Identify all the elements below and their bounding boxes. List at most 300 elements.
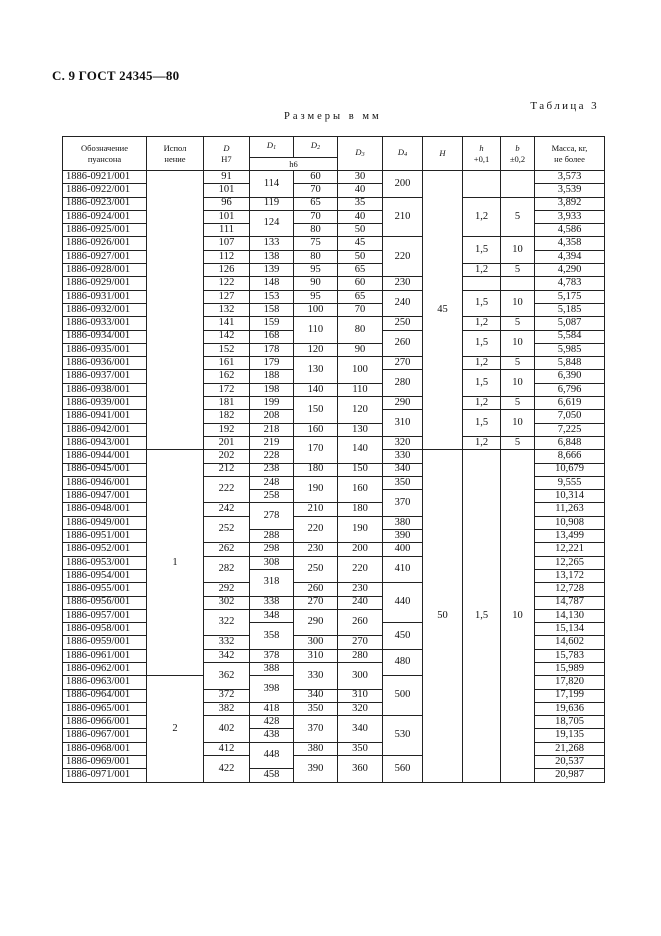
mass-cell: 5,087 xyxy=(535,317,605,330)
mass-cell: 11,263 xyxy=(535,503,605,516)
d4-cell: 320 xyxy=(383,436,423,449)
designation-cell: 1886-0947/001 xyxy=(63,490,147,503)
designation-cell: 1886-0952/001 xyxy=(63,543,147,556)
d4-cell: 260 xyxy=(383,330,423,357)
d1-cell: 318 xyxy=(250,569,294,596)
h-cell xyxy=(463,277,501,290)
d4-cell: 240 xyxy=(383,290,423,317)
d3-cell: 360 xyxy=(338,756,383,783)
d1-cell: 228 xyxy=(250,450,294,463)
mass-cell: 10,679 xyxy=(535,463,605,476)
mass-cell: 15,989 xyxy=(535,662,605,675)
d4-cell: 380 xyxy=(383,516,423,529)
d2-cell: 270 xyxy=(294,596,338,609)
designation-cell: 1886-0935/001 xyxy=(63,343,147,356)
d1-cell: 178 xyxy=(250,343,294,356)
designation-cell: 1886-0969/001 xyxy=(63,756,147,769)
mass-cell: 14,130 xyxy=(535,609,605,622)
col-header-version: Испол нение xyxy=(147,137,204,171)
d1-cell: 458 xyxy=(250,769,294,782)
designation-cell: 1886-0928/001 xyxy=(63,264,147,277)
designation-cell: 1886-0946/001 xyxy=(63,476,147,489)
d2-cell: 310 xyxy=(294,649,338,662)
d3-cell: 230 xyxy=(338,583,383,596)
d4-cell: 480 xyxy=(383,649,423,676)
col-header-b: b ±0,2 xyxy=(501,137,535,171)
designation-cell: 1886-0951/001 xyxy=(63,530,147,543)
d2-cell: 290 xyxy=(294,609,338,636)
d1-cell: 208 xyxy=(250,410,294,423)
d-cell: 292 xyxy=(204,583,250,596)
d-cell: 182 xyxy=(204,410,250,423)
col-header-h-height: H xyxy=(423,137,463,171)
d1-cell: 388 xyxy=(250,662,294,675)
mass-cell: 5,584 xyxy=(535,330,605,343)
table-row xyxy=(63,290,605,303)
d2-cell: 140 xyxy=(294,383,338,396)
d-cell: 382 xyxy=(204,702,250,715)
designation-cell: 1886-0949/001 xyxy=(63,516,147,529)
d-cell: 212 xyxy=(204,463,250,476)
table-row xyxy=(63,277,605,290)
d3-cell: 60 xyxy=(338,277,383,290)
mass-cell: 6,796 xyxy=(535,383,605,396)
designation-cell: 1886-0938/001 xyxy=(63,383,147,396)
d2-cell: 75 xyxy=(294,237,338,250)
b-cell: 10 xyxy=(501,330,535,357)
d4-cell: 200 xyxy=(383,171,423,198)
d2-cell: 220 xyxy=(294,516,338,543)
col-header-d: D H7 xyxy=(204,137,250,171)
d4-cell: 340 xyxy=(383,463,423,476)
mass-cell: 3,539 xyxy=(535,184,605,197)
b-cell: 10 xyxy=(501,237,535,264)
b-cell: 10 xyxy=(501,290,535,317)
mass-cell: 20,537 xyxy=(535,756,605,769)
dimensions-caption: Размеры в мм xyxy=(284,111,382,122)
d-cell: 127 xyxy=(204,290,250,303)
d3-cell: 120 xyxy=(338,397,383,424)
d3-cell: 50 xyxy=(338,224,383,237)
designation-cell: 1886-0924/001 xyxy=(63,210,147,223)
designation-cell: 1886-0961/001 xyxy=(63,649,147,662)
designation-cell: 1886-0959/001 xyxy=(63,636,147,649)
d1-cell: 238 xyxy=(250,463,294,476)
d-cell: 161 xyxy=(204,357,250,370)
designation-cell: 1886-0933/001 xyxy=(63,317,147,330)
d-cell: 412 xyxy=(204,742,250,755)
mass-cell: 18,705 xyxy=(535,716,605,729)
d3-cell: 280 xyxy=(338,649,383,662)
mass-cell: 7,050 xyxy=(535,410,605,423)
d2-cell: 100 xyxy=(294,303,338,316)
h-cell: 1,2 xyxy=(463,397,501,410)
h-cell: 1,2 xyxy=(463,264,501,277)
mass-cell: 15,134 xyxy=(535,623,605,636)
h-cell: 1,5 xyxy=(463,410,501,437)
d4-cell: 230 xyxy=(383,277,423,290)
mass-cell: 5,185 xyxy=(535,303,605,316)
d-cell: 372 xyxy=(204,689,250,702)
table-row xyxy=(63,397,605,410)
b-cell: 5 xyxy=(501,317,535,330)
designation-cell: 1886-0942/001 xyxy=(63,423,147,436)
mass-cell: 19,636 xyxy=(535,702,605,715)
table-row xyxy=(63,237,605,250)
d1-cell: 114 xyxy=(250,171,294,198)
h-cell: 1,5 xyxy=(463,450,501,782)
d-cell: 322 xyxy=(204,609,250,636)
d1-cell: 139 xyxy=(250,264,294,277)
d2-cell: 110 xyxy=(294,317,338,344)
mass-cell: 10,908 xyxy=(535,516,605,529)
h-cell: 50 xyxy=(423,450,463,782)
mass-cell: 19,135 xyxy=(535,729,605,742)
designation-cell: 1886-0945/001 xyxy=(63,463,147,476)
d4-cell: 440 xyxy=(383,583,423,623)
h-cell xyxy=(463,171,501,198)
d4-cell: 560 xyxy=(383,756,423,783)
d-cell: 107 xyxy=(204,237,250,250)
d3-cell: 40 xyxy=(338,184,383,197)
mass-cell: 13,499 xyxy=(535,530,605,543)
d2-cell: 330 xyxy=(294,662,338,689)
designation-cell: 1886-0971/001 xyxy=(63,769,147,782)
d2-cell: 340 xyxy=(294,689,338,702)
d1-cell: 438 xyxy=(250,729,294,742)
d1-cell: 153 xyxy=(250,290,294,303)
d3-cell: 100 xyxy=(338,357,383,384)
h-cell: 1,2 xyxy=(463,357,501,370)
d1-cell: 198 xyxy=(250,383,294,396)
d-cell: 362 xyxy=(204,662,250,689)
b-cell: 5 xyxy=(501,397,535,410)
designation-cell: 1886-0927/001 xyxy=(63,250,147,263)
d4-cell: 400 xyxy=(383,543,423,556)
designation-cell: 1886-0953/001 xyxy=(63,556,147,569)
mass-cell: 3,892 xyxy=(535,197,605,210)
h-cell: 1,5 xyxy=(463,237,501,264)
d4-cell: 290 xyxy=(383,397,423,410)
designation-cell: 1886-0941/001 xyxy=(63,410,147,423)
d2-cell: 130 xyxy=(294,357,338,384)
table-number: Таблица 3 xyxy=(530,100,599,112)
d-cell: 91 xyxy=(204,171,250,184)
d3-cell: 160 xyxy=(338,476,383,503)
designation-cell: 1886-0948/001 xyxy=(63,503,147,516)
mass-cell: 9,555 xyxy=(535,476,605,489)
d4-cell: 390 xyxy=(383,530,423,543)
designation-cell: 1886-0962/001 xyxy=(63,662,147,675)
d2-cell: 250 xyxy=(294,556,338,583)
d2-cell: 170 xyxy=(294,436,338,463)
designation-cell: 1886-0968/001 xyxy=(63,742,147,755)
designation-cell: 1886-0936/001 xyxy=(63,357,147,370)
d-cell: 112 xyxy=(204,250,250,263)
page-title: С. 9 ГОСТ 24345—80 xyxy=(52,68,180,83)
h-cell: 1,5 xyxy=(463,290,501,317)
col-header-h: h +0,1 xyxy=(463,137,501,171)
d3-cell: 45 xyxy=(338,237,383,250)
mass-cell: 4,783 xyxy=(535,277,605,290)
mass-cell: 6,390 xyxy=(535,370,605,383)
b-cell xyxy=(501,171,535,198)
d3-cell: 190 xyxy=(338,516,383,543)
d3-cell: 260 xyxy=(338,609,383,636)
d-cell: 422 xyxy=(204,756,250,783)
d3-cell: 300 xyxy=(338,662,383,689)
col-header-mass: Масса, кг, не более xyxy=(535,137,605,171)
d1-cell: 218 xyxy=(250,423,294,436)
h-cell: 1,2 xyxy=(463,197,501,237)
b-cell: 10 xyxy=(501,410,535,437)
d3-cell: 110 xyxy=(338,383,383,396)
mass-cell: 4,358 xyxy=(535,237,605,250)
designation-cell: 1886-0937/001 xyxy=(63,370,147,383)
version-cell xyxy=(147,171,204,450)
d-cell: 222 xyxy=(204,476,250,503)
d3-cell: 65 xyxy=(338,290,383,303)
d3-cell: 90 xyxy=(338,343,383,356)
d2-cell: 80 xyxy=(294,224,338,237)
d2-cell: 190 xyxy=(294,476,338,503)
d4-cell: 500 xyxy=(383,676,423,716)
mass-cell: 8,666 xyxy=(535,450,605,463)
d2-cell: 390 xyxy=(294,756,338,783)
d1-cell: 348 xyxy=(250,609,294,622)
designation-cell: 1886-0966/001 xyxy=(63,716,147,729)
designation-cell: 1886-0922/001 xyxy=(63,184,147,197)
d3-cell: 320 xyxy=(338,702,383,715)
d1-cell: 148 xyxy=(250,277,294,290)
d3-cell: 65 xyxy=(338,264,383,277)
d-cell: 132 xyxy=(204,303,250,316)
d-cell: 282 xyxy=(204,556,250,583)
d-cell: 192 xyxy=(204,423,250,436)
designation-cell: 1886-0925/001 xyxy=(63,224,147,237)
table-row xyxy=(63,171,605,184)
d4-cell: 250 xyxy=(383,317,423,330)
d2-cell: 70 xyxy=(294,184,338,197)
d3-cell: 40 xyxy=(338,210,383,223)
mass-cell: 14,787 xyxy=(535,596,605,609)
d3-cell: 150 xyxy=(338,463,383,476)
d1-cell: 199 xyxy=(250,397,294,410)
d-cell: 181 xyxy=(204,397,250,410)
mass-cell: 5,175 xyxy=(535,290,605,303)
mass-cell: 17,199 xyxy=(535,689,605,702)
mass-cell: 5,848 xyxy=(535,357,605,370)
d1-cell: 278 xyxy=(250,503,294,530)
d-cell: 111 xyxy=(204,224,250,237)
d-cell: 332 xyxy=(204,636,250,649)
d3-cell: 50 xyxy=(338,250,383,263)
version-cell: 1 xyxy=(147,450,204,676)
d1-cell: 398 xyxy=(250,676,294,703)
d1-cell: 158 xyxy=(250,303,294,316)
designation-cell: 1886-0932/001 xyxy=(63,303,147,316)
d2-cell: 300 xyxy=(294,636,338,649)
designation-cell: 1886-0958/001 xyxy=(63,623,147,636)
mass-cell: 4,394 xyxy=(535,250,605,263)
d-cell: 242 xyxy=(204,503,250,516)
b-cell: 10 xyxy=(501,450,535,782)
punch-dimensions-table xyxy=(62,136,605,783)
table-row xyxy=(63,436,605,449)
designation-cell: 1886-0934/001 xyxy=(63,330,147,343)
d4-cell: 370 xyxy=(383,490,423,517)
d2-cell: 350 xyxy=(294,702,338,715)
d4-cell: 220 xyxy=(383,237,423,277)
d-cell: 202 xyxy=(204,450,250,463)
d1-cell: 138 xyxy=(250,250,294,263)
mass-cell: 12,265 xyxy=(535,556,605,569)
b-cell: 5 xyxy=(501,197,535,237)
d3-cell: 270 xyxy=(338,636,383,649)
table-body xyxy=(63,171,605,783)
designation-cell: 1886-0957/001 xyxy=(63,609,147,622)
d2-cell: 230 xyxy=(294,543,338,556)
d3-cell: 30 xyxy=(338,171,383,184)
d1-cell: 124 xyxy=(250,210,294,237)
designation-cell: 1886-0943/001 xyxy=(63,436,147,449)
mass-cell: 17,820 xyxy=(535,676,605,689)
table-row xyxy=(63,197,605,210)
d1-cell: 418 xyxy=(250,702,294,715)
col-header-d1: D1 xyxy=(250,137,294,158)
d-cell: 101 xyxy=(204,210,250,223)
d1-cell: 119 xyxy=(250,197,294,210)
d1-cell: 219 xyxy=(250,436,294,449)
b-cell: 10 xyxy=(501,370,535,397)
mass-cell: 20,987 xyxy=(535,769,605,782)
designation-cell: 1886-0921/001 xyxy=(63,171,147,184)
mass-cell: 3,573 xyxy=(535,171,605,184)
col-header-d4: D4 xyxy=(383,137,423,171)
table-row xyxy=(63,357,605,370)
d3-cell: 310 xyxy=(338,689,383,702)
h-cell: 1,2 xyxy=(463,436,501,449)
d-cell: 201 xyxy=(204,436,250,449)
mass-cell: 12,728 xyxy=(535,583,605,596)
designation-cell: 1886-0956/001 xyxy=(63,596,147,609)
d2-cell: 150 xyxy=(294,397,338,424)
table-row xyxy=(63,317,605,330)
d-cell: 152 xyxy=(204,343,250,356)
d3-cell: 35 xyxy=(338,197,383,210)
d4-cell: 270 xyxy=(383,357,423,370)
d4-cell: 530 xyxy=(383,716,423,756)
d-cell: 162 xyxy=(204,370,250,383)
d-cell: 342 xyxy=(204,649,250,662)
d1-cell: 308 xyxy=(250,556,294,569)
d-cell: 96 xyxy=(204,197,250,210)
d-cell: 101 xyxy=(204,184,250,197)
d4-cell: 350 xyxy=(383,476,423,489)
d4-cell: 330 xyxy=(383,450,423,463)
h-cell: 45 xyxy=(423,171,463,450)
d1-cell: 159 xyxy=(250,317,294,330)
h-cell: 1,5 xyxy=(463,370,501,397)
d1-cell: 288 xyxy=(250,530,294,543)
d-cell: 122 xyxy=(204,277,250,290)
d-cell: 252 xyxy=(204,516,250,543)
d2-cell: 95 xyxy=(294,290,338,303)
col-header-designation: Обозначение пуансона xyxy=(63,137,147,171)
d2-cell: 60 xyxy=(294,171,338,184)
d4-cell: 310 xyxy=(383,410,423,437)
d1-cell: 448 xyxy=(250,742,294,769)
h-cell: 1,2 xyxy=(463,317,501,330)
d1-cell: 258 xyxy=(250,490,294,503)
d2-cell: 180 xyxy=(294,463,338,476)
d1-cell: 248 xyxy=(250,476,294,489)
d4-cell: 280 xyxy=(383,370,423,397)
designation-cell: 1886-0944/001 xyxy=(63,450,147,463)
mass-cell: 4,290 xyxy=(535,264,605,277)
d3-cell: 70 xyxy=(338,303,383,316)
col-header-d1d2-tolerance: h6 xyxy=(250,158,338,171)
d1-cell: 358 xyxy=(250,623,294,650)
d1-cell: 338 xyxy=(250,596,294,609)
d4-cell: 210 xyxy=(383,197,423,237)
mass-cell: 14,602 xyxy=(535,636,605,649)
d3-cell: 140 xyxy=(338,436,383,463)
d4-cell: 450 xyxy=(383,623,423,650)
mass-cell: 13,172 xyxy=(535,569,605,582)
mass-cell: 6,848 xyxy=(535,436,605,449)
mass-cell: 6,619 xyxy=(535,397,605,410)
b-cell xyxy=(501,277,535,290)
mass-cell: 4,586 xyxy=(535,224,605,237)
d-cell: 142 xyxy=(204,330,250,343)
designation-cell: 1886-0929/001 xyxy=(63,277,147,290)
d-cell: 262 xyxy=(204,543,250,556)
d1-cell: 188 xyxy=(250,370,294,383)
d-cell: 141 xyxy=(204,317,250,330)
d1-cell: 298 xyxy=(250,543,294,556)
designation-cell: 1886-0965/001 xyxy=(63,702,147,715)
d2-cell: 210 xyxy=(294,503,338,516)
mass-cell: 3,933 xyxy=(535,210,605,223)
b-cell: 5 xyxy=(501,357,535,370)
d4-cell: 410 xyxy=(383,556,423,583)
mass-cell: 15,783 xyxy=(535,649,605,662)
designation-cell: 1886-0926/001 xyxy=(63,237,147,250)
d1-cell: 378 xyxy=(250,649,294,662)
designation-cell: 1886-0931/001 xyxy=(63,290,147,303)
d-cell: 302 xyxy=(204,596,250,609)
mass-cell: 5,985 xyxy=(535,343,605,356)
d2-cell: 95 xyxy=(294,264,338,277)
d3-cell: 130 xyxy=(338,423,383,436)
h-cell: 1,5 xyxy=(463,330,501,357)
d2-cell: 120 xyxy=(294,343,338,356)
d2-cell: 80 xyxy=(294,250,338,263)
d1-cell: 179 xyxy=(250,357,294,370)
d2-cell: 70 xyxy=(294,210,338,223)
designation-cell: 1886-0967/001 xyxy=(63,729,147,742)
version-cell: 2 xyxy=(147,676,204,782)
b-cell: 5 xyxy=(501,264,535,277)
d2-cell: 90 xyxy=(294,277,338,290)
d2-cell: 380 xyxy=(294,742,338,755)
designation-cell: 1886-0964/001 xyxy=(63,689,147,702)
designation-cell: 1886-0939/001 xyxy=(63,397,147,410)
mass-cell: 7,225 xyxy=(535,423,605,436)
col-header-d3: D3 xyxy=(338,137,383,171)
d3-cell: 180 xyxy=(338,503,383,516)
